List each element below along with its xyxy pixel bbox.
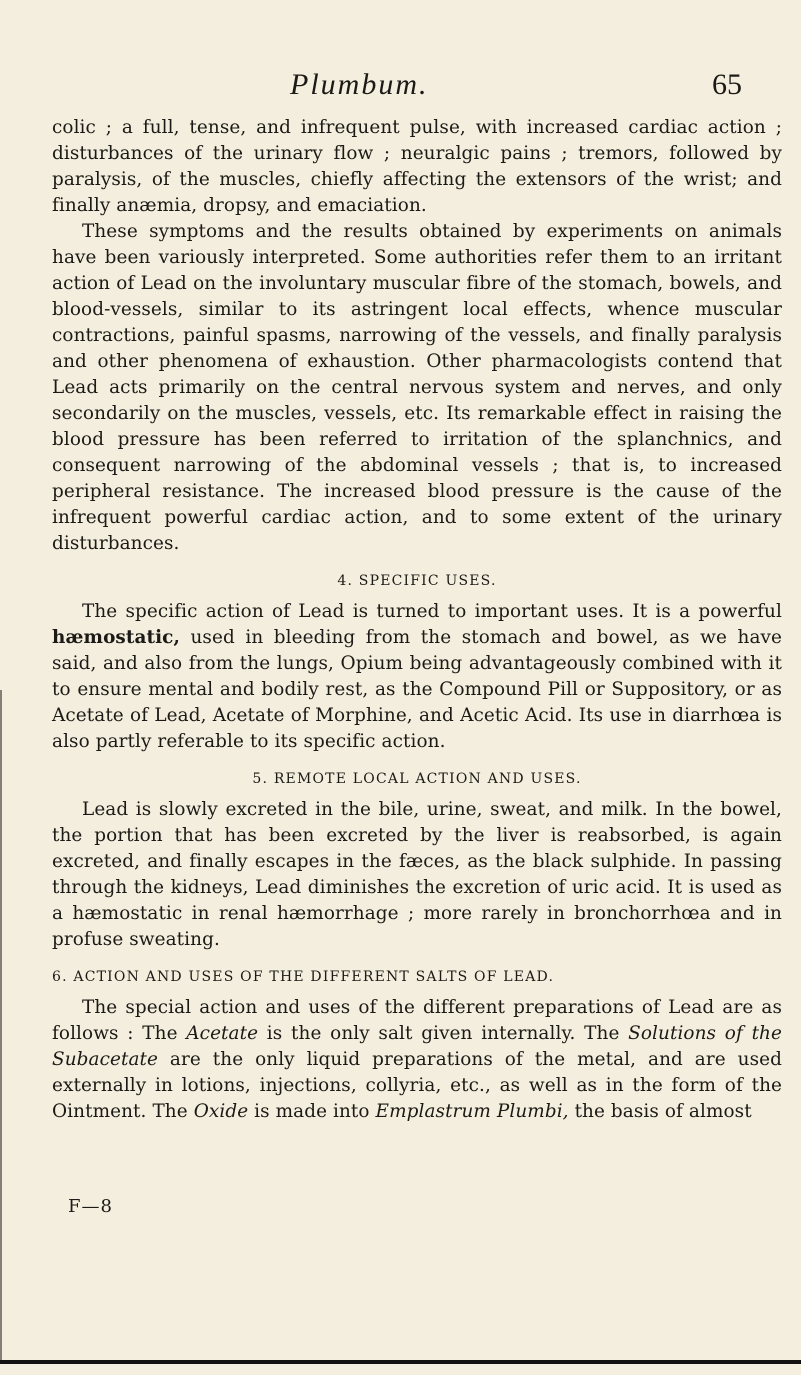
text-run: is made into: [248, 1101, 376, 1122]
text-run: are the only liquid preparations of the metal, and are used externally in lotions, injections, collyria, etc., as well as in the form of the Ointment. The: [52, 1049, 782, 1122]
text-run: the basis of almost: [568, 1101, 752, 1122]
paragraph-remote-local-action: Lead is slowly excreted in the bile, urine, sweat, and milk. In the bowel, the portion that has been excreted by the liver is reabsorbed, is again excreted, and finally escapes in the fæces, as the black sulphide. In passing through the kidneys, Lead diminishes the excretion of uric acid. It is used as a hæmostatic in renal hæmorrhage ; more rarely in bronchorrhœa and in profuse sweating.: [52, 799, 782, 950]
term-haemostatic: hæmostatic,: [52, 627, 180, 648]
running-title: Plumbum.: [290, 68, 429, 101]
paragraph-symptoms: colic ; a full, tense, and infrequent pulse, with increased cardiac action ; disturbances of the urinary flow ; neuralgic pains ; tremors, followed by paralysis, of the muscles, chiefly affecting the extensors of the wrist; and finally anæmia, dropsy, and emaciation.: [52, 117, 782, 216]
section-heading-remote-local-action: 5. REMOTE LOCAL ACTION AND USES.: [252, 771, 582, 787]
text-run: used in bleeding from the stomach and bowel, as we have said, and also from the lungs, Opium being advantageously combined with it to ensure mental and bodily rest, as the Compound Pill or Suppository, or as Acetate of Lead, Acetate of Morphine, and Acetic Acid. Its use in diarrhœa is also partly referable to its specific action.: [52, 627, 782, 752]
term-acetate: Acetate: [186, 1023, 259, 1044]
page-edge-shadow: [0, 690, 2, 1360]
paragraph-specific-uses: [52, 599, 782, 755]
section-heading-salts-of-lead: 6. ACTION AND USES OF THE DIFFERENT SALTS OF LEAD.: [52, 969, 555, 985]
term-oxide: Oxide: [193, 1101, 249, 1122]
bottom-edge-rule: [0, 1360, 801, 1364]
section-heading-specific-uses: 4. SPECIFIC USES.: [337, 573, 497, 589]
term-subacetate-solutions: Solutions of the Subacetate: [52, 1023, 782, 1070]
term-emplastrum-plumbi: Emplastrum Plumbi,: [375, 1101, 569, 1122]
page-number: 65: [712, 68, 742, 101]
body-text: [52, 115, 782, 1125]
text-run: is the only salt given internally. The: [258, 1023, 629, 1044]
text-run: The special action and uses of the different preparations of Lead are as follows : The: [52, 997, 782, 1044]
signature-mark: F—8: [68, 1196, 113, 1217]
paragraph-salts-of-lead: [52, 995, 782, 1125]
paragraph-interpretation: These symptoms and the results obtained by experiments on animals have been variously interpreted. Some authorities refer them to an irritant action of Lead on the involuntary muscular fibre of the stomach, bowels, and blood-vessels, similar to its astringent local effects, whence muscular contractions, painful spasms, narrowing of the vessels, and finally paralysis and other phenomena of exhaustion. Other pharmacologists contend that Lead acts primarily on the central nervous system and nerves, and only secondarily on the muscles, vessels, etc. Its remarkable effect in raising the blood pressure has been referred to irritation of the splanchnics, and consequent narrowing of the abdominal vessels ; that is, to increased peripheral resistance. The increased blood pressure is the cause of the infrequent powerful cardiac action, and to some extent of the urinary disturbances.: [52, 221, 782, 554]
text-run: The specific action of Lead is turned to important uses. It is a powerful: [82, 601, 782, 622]
